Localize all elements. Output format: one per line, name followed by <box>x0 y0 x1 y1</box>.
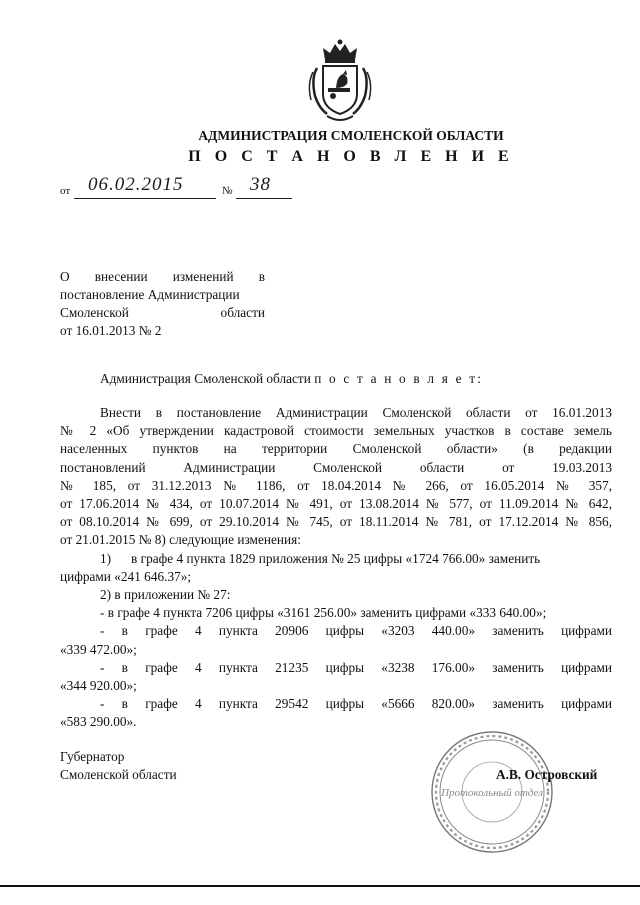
body-line: от 17.06.2014 № 434, от 10.07.2014 № 491, от 13.08.2014 № 577, от 11.09.2014 № 642, <box>60 496 612 512</box>
stamp-text: Протокольный отдел <box>441 787 543 799</box>
preamble <box>100 371 483 387</box>
handwritten-date: 06.02.2015 <box>88 174 184 195</box>
handwritten-number: 38 <box>250 174 271 195</box>
date-underline <box>74 198 216 199</box>
body-line: - в графе 4 пункта 21235 цифры «3238 176.00» заменить цифрами <box>100 659 612 675</box>
body-line: - в графе 4 пункта 7206 цифры «3161 256.00» заменить цифрами «333 640.00»; <box>100 605 547 621</box>
body-line: от 21.01.2015 № 8) следующие изменения: <box>60 532 301 548</box>
coat-of-arms-emblem <box>303 38 377 124</box>
document-type-title: П О С Т А Н О В Л Е Н И Е <box>188 148 514 165</box>
document-subject <box>60 268 265 340</box>
subject-line: постановление Администрации <box>60 287 240 302</box>
date-prefix: от <box>60 185 71 197</box>
body-line: цифрами «241 646.37»; <box>60 568 192 584</box>
number-prefix: № <box>222 185 233 197</box>
bottom-border <box>0 885 640 887</box>
body-line: Внести в постановление Администрации Смоленской области от 16.01.2013 <box>100 405 612 420</box>
signatory-title-line: Смоленской области <box>60 767 177 782</box>
body-line: постановлений Администрации Смоленской области от 19.03.2013 <box>60 459 612 475</box>
subject-line: О внесении изменений в <box>60 269 265 284</box>
body-line: 1) в графе 4 пункта 1829 приложения № 25 цифры «1724 766.00» заменить <box>100 550 541 566</box>
subject-line: Смоленской области <box>60 305 265 320</box>
body-line: 2) в приложении № 27: <box>100 587 231 603</box>
signatory-title-line: Губернатор <box>60 749 125 764</box>
body-line: «583 290.00». <box>60 714 137 730</box>
body-line: № 2 «Об утверждении кадастровой стоимости земельных участков в составе земель <box>60 423 612 439</box>
document-body <box>60 404 612 732</box>
number-underline <box>236 198 292 199</box>
subject-line: от 16.01.2013 № 2 <box>60 323 162 338</box>
organization-title: АДМИНИСТРАЦИЯ СМОЛЕНСКОЙ ОБЛАСТИ <box>198 128 504 143</box>
body-line: - в графе 4 пункта 29542 цифры «5666 820.00» заменить цифрами <box>100 696 612 712</box>
body-line: от 08.10.2014 № 699, от 29.10.2014 № 745, от 18.11.2014 № 781, от 17.12.2014 № 856, <box>60 514 612 530</box>
official-stamp <box>428 728 556 856</box>
body-line: - в графе 4 пункта 20906 цифры «3203 440.00» заменить цифрами <box>100 623 612 639</box>
signatory-name: А.В. Островский <box>496 767 598 782</box>
body-line: населенных пунктов на территории Смоленской области» (в редакции <box>60 441 612 457</box>
preamble-resolves: п о с т а н о в л я е т: <box>314 371 484 386</box>
body-line: «339 472.00»; <box>60 641 137 657</box>
body-line: «344 920.00»; <box>60 678 137 694</box>
body-line: № 185, от 31.12.2013 № 1186, от 18.04.2014 № 266, от 16.05.2014 № 357, <box>60 477 612 493</box>
preamble-text: Администрация Смоленской области <box>100 371 311 386</box>
signatory-title <box>60 748 177 784</box>
